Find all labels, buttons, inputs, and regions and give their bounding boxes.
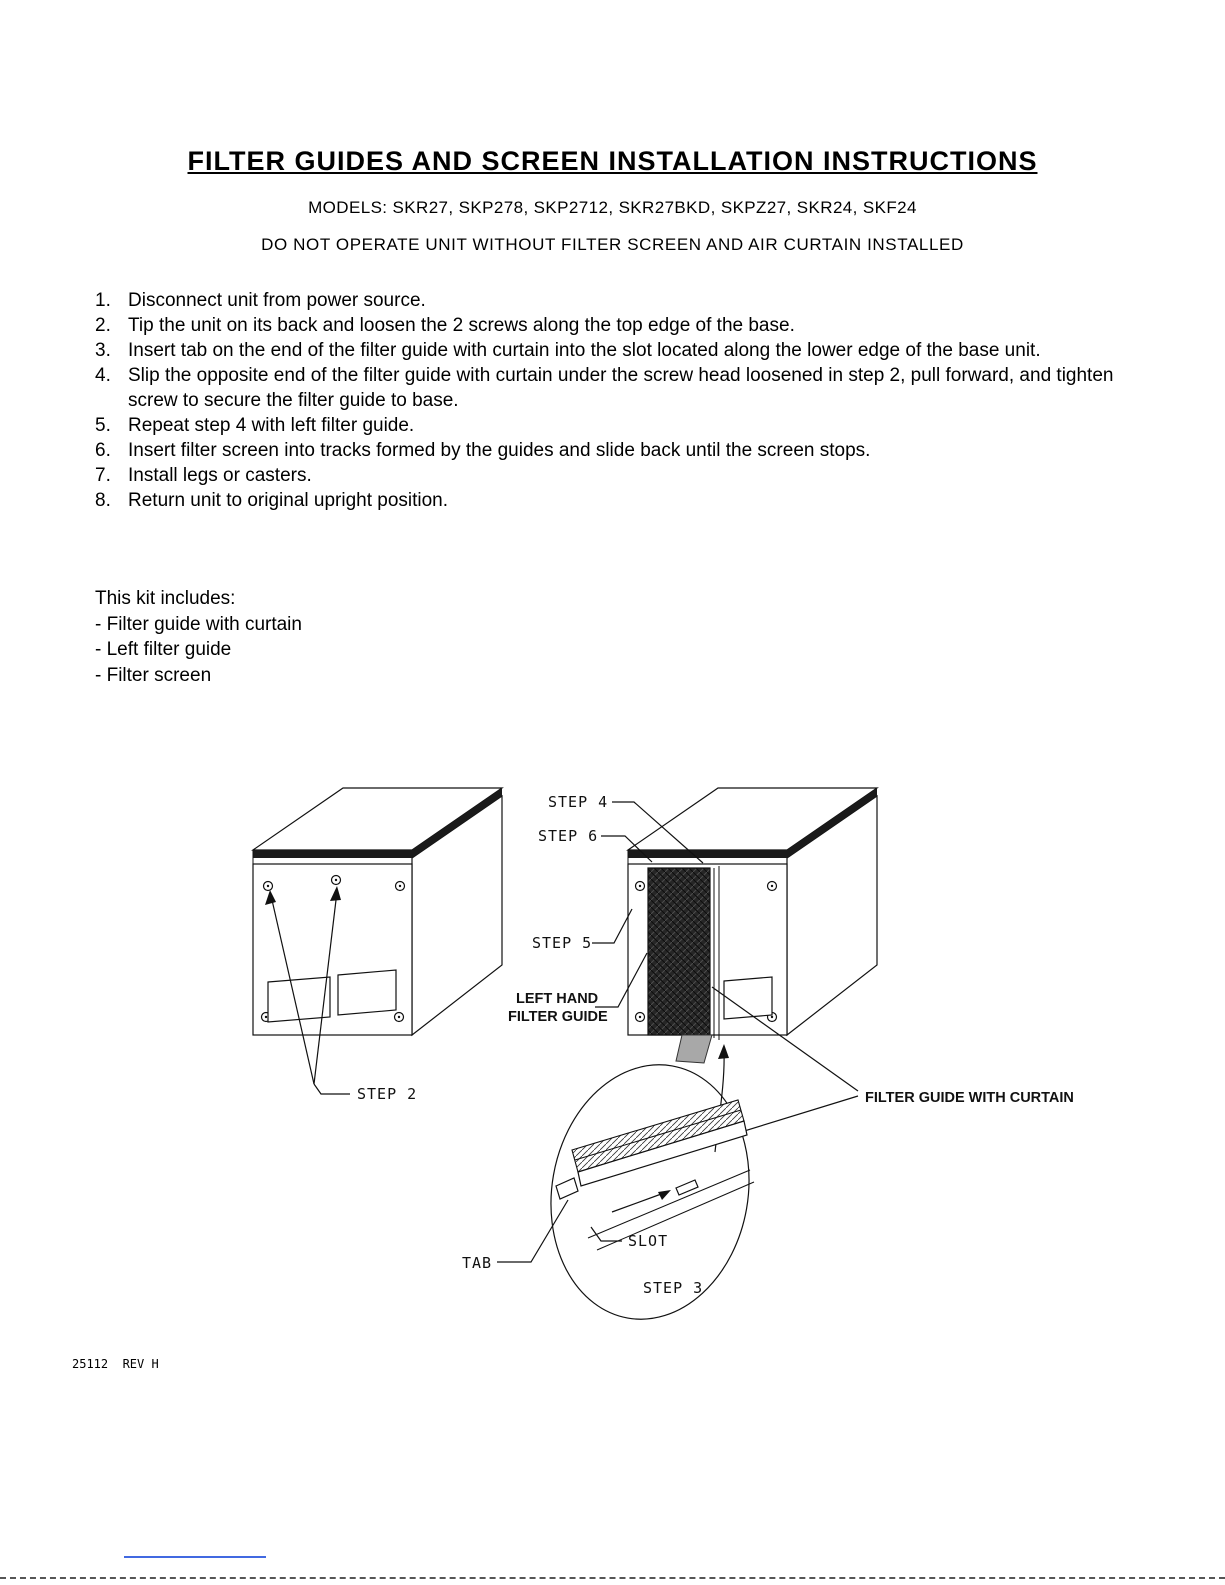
- step5-callout: [532, 909, 632, 952]
- step-item-7: [95, 463, 1150, 488]
- kit-heading: This kit includes:: [95, 588, 236, 609]
- filter-guide-with-curtain-label: FILTER GUIDE WITH CURTAIN: [865, 1090, 1074, 1106]
- slot-label: SLOT: [628, 1232, 669, 1250]
- step-number: 4.: [95, 365, 111, 386]
- step-number: 1.: [95, 290, 111, 311]
- tab-callout: [462, 1200, 568, 1272]
- slot-callout: [591, 1227, 668, 1250]
- step-number: 3.: [95, 340, 111, 361]
- models-line: MODELS: SKR27, SKP278, SKP2712, SKR27BKD, SKPZ27, SKR24, SKF24: [308, 198, 917, 217]
- kit-item: - Left filter guide: [95, 639, 232, 660]
- warning-line: DO NOT OPERATE UNIT WITHOUT FILTER SCREEN AND AIR CURTAIN INSTALLED: [261, 235, 964, 254]
- installation-diagram: [0, 760, 1225, 1345]
- tab-shape: [556, 1178, 578, 1199]
- kit-includes: [95, 586, 302, 688]
- step-item-6: [95, 438, 1150, 463]
- step-number: 8.: [95, 490, 111, 511]
- step-text: Return unit to original upright position.: [128, 490, 449, 511]
- step-text: Tip the unit on its back and loosen the 2 screws along the top edge of the base.: [128, 315, 795, 336]
- step-item-3: [95, 338, 1150, 363]
- page-title: FILTER GUIDES AND SCREEN INSTALLATION INSTRUCTIONS: [187, 146, 1038, 176]
- step-text: Disconnect unit from power source.: [128, 290, 426, 311]
- filter-screen: [648, 868, 710, 1035]
- step5-label: STEP 5: [532, 934, 593, 952]
- step-number: 2.: [95, 315, 111, 336]
- step-text: Slip the opposite end of the filter guide with curtain under the screw head loosened in step 2, pull forward, and tighten screw to secure the filter guide to base.: [128, 365, 1114, 411]
- left-hand-filter-guide-label-line1: LEFT HAND: [516, 991, 599, 1007]
- kit-item: - Filter guide with curtain: [95, 613, 302, 635]
- unit-back-view: [253, 788, 502, 1035]
- instruction-steps: [95, 288, 1150, 513]
- step-text: Repeat step 4 with left filter guide.: [128, 415, 415, 436]
- tab-label: TAB: [462, 1254, 493, 1272]
- step-number: 7.: [95, 465, 111, 486]
- step3-label: STEP 3: [643, 1279, 704, 1297]
- step-item-1: [95, 288, 1150, 313]
- left-hand-filter-guide-label-line2: FILTER GUIDE: [508, 1009, 608, 1025]
- link-underline-artifact: [124, 1556, 266, 1558]
- doc-number: 25112 REV H: [72, 1357, 159, 1371]
- left-hand-filter-guide-callout: [508, 953, 647, 1025]
- kit-item: - Filter screen: [95, 664, 212, 686]
- step2-label: STEP 2: [357, 1085, 418, 1103]
- page-bottom-dashed-line: [0, 1577, 1225, 1579]
- step-item-4: [95, 363, 1150, 413]
- step-text: Insert filter screen into tracks formed by the guides and slide back until the screen stops.: [128, 440, 871, 461]
- step-item-2: [95, 313, 1150, 338]
- step-item-8: [95, 488, 1150, 513]
- step-text: Install legs or casters.: [128, 465, 312, 486]
- step-number: 5.: [95, 415, 111, 436]
- air-curtain-flap: [676, 1035, 712, 1063]
- step6-label: STEP 6: [538, 827, 599, 845]
- step-item-5: [95, 413, 1150, 438]
- step4-label: STEP 4: [548, 793, 609, 811]
- step-number: 6.: [95, 440, 111, 461]
- step-text: Insert tab on the end of the filter guide with curtain into the slot located along the lower edge of the base unit.: [128, 340, 1041, 361]
